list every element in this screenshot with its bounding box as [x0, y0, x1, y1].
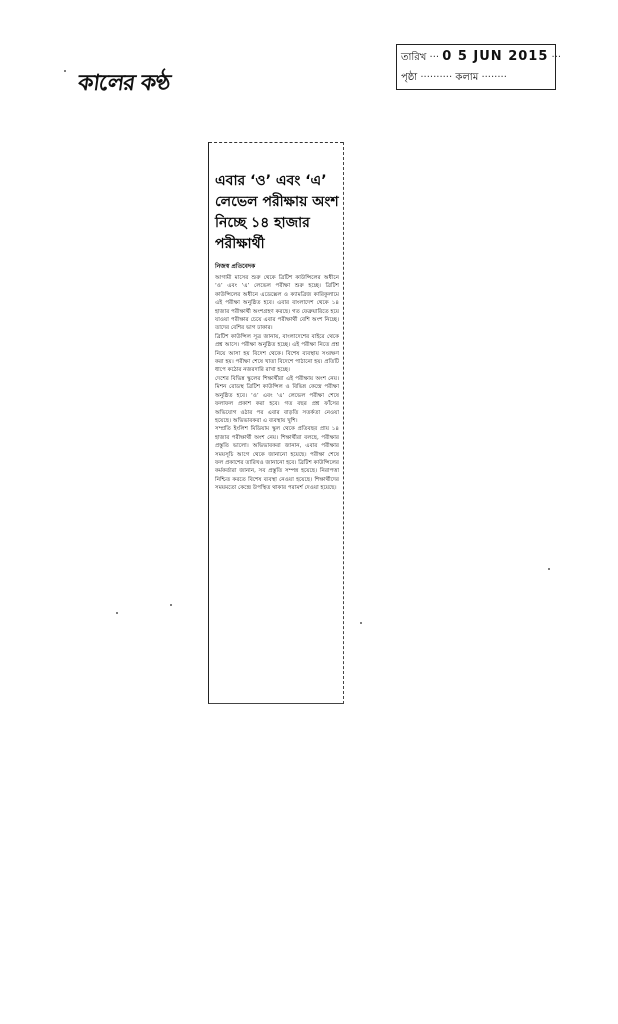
scan-speck [170, 604, 172, 606]
article-body: আগামী মাসের শুরু থেকে ব্রিটিশ কাউন্সিলের অধীনে ‘ও’ এবং ‘এ’ লেভেল পরীক্ষা শুরু হচ্ছে। ব্রিটিশ কাউন্সিলের অধীনে এডেক্সেল ও ক্যামব্রিজ কারিকুলামে এই পরীক্ষা অনুষ্ঠিত হবে। এবার বাংলাদেশ থেকে ১৪ হাজার পরীক্ষার্থী অংশগ্রহণ করছে। গত ফেব্রুয়ারিতে হয়ে যাওয়া পরীক্ষার চেয়ে এবার পরীক্ষার্থী বেশি অংশ নিচ্ছে। তাদের বেশির ভাগ ঢাকার। ব্রিটিশ কাউন্সিল সূত্র জানায়, বাংলাদেশের বাইরে থেকে প্রশ্ন আসে। পরীক্ষা অনুষ্ঠিত হচ্ছে। এই পরীক্ষা নিতে প্রশ্ন নিয়ে আসা হয় বিদেশ থেকে। বিশেষ ব্যবস্থায় সংরক্ষণ করা হয়। পরীক্ষা শেষে খাতা বিদেশে পাঠানো হয়। প্রতিটি ধাপে কঠোর নজরদারি রাখা হচ্ছে। দেশের বিভিন্ন স্কুলের শিক্ষার্থীরা এই পরীক্ষায় অংশ নেয়। মিশন রোডস্থ ব্রিটিশ কাউন্সিল ও বিভিন্ন কেন্দ্রে পরীক্ষা অনুষ্ঠিত হবে। ‘ও’ এবং ‘এ’ লেভেল পরীক্ষা শেষে ফলাফল প্রকাশ করা হবে। গত বছর প্রশ্ন ফাঁসের অভিযোগ ওঠার পর এবার বাড়তি সতর্কতা নেওয়া হয়েছে। অভিভাবকরা এ ব্যবস্থায় খুশি। সম্প্রতি ইংলিশ মিডিয়াম স্কুল থেকে প্রতিবছর প্রায় ১৪ হাজার পরীক্ষার্থী অংশ নেয়। শিক্ষার্থীরা বলছে, পরীক্ষার প্রস্তুতি ভালো। অভিভাবকরা জানান, এবার পরীক্ষার সময়সূচি আগে থেকে জানানো হয়েছে। পরীক্ষা শেষে ফল প্রকাশের তারিখও জানানো হবে। ব্রিটিশ কাউন্সিলের কর্মকর্তারা জানান, সব প্রস্তুতি সম্পন্ন হয়েছে। নিরাপত্তা নিশ্চিত করতে বিশেষ ব্যবস্থা নেওয়া হয়েছে। শিক্ষার্থীদের সময়মতো কেন্দ্রে উপস্থিত থাকার পরামর্শ দেওয়া হয়েছে। [215, 275, 339, 492]
scan-speck [548, 568, 550, 570]
scan-speck [64, 70, 66, 72]
stamp-date-row: তারিখ ··· 0 5 JUN 2015 ··· [401, 49, 562, 64]
article-clipping [208, 142, 344, 704]
date-stamp [396, 44, 562, 90]
stamp-page-label: পৃষ্ঠা [401, 72, 418, 83]
scan-speck [116, 612, 118, 614]
article-headline: এবার ‘ও’ এবং ‘এ’ লেভেল পরীক্ষায় অংশ নিচ্ছে ১৪ হাজার পরীক্ষার্থী [215, 173, 339, 252]
scan-speck [360, 622, 362, 624]
newspaper-masthead: কালের কণ্ঠ [76, 70, 172, 96]
clipping-cut-edge [209, 142, 343, 167]
stamp-page-row: পৃষ্ঠা ·········· কলাম ········ [401, 72, 507, 83]
stamp-column-label: কলাম [455, 72, 479, 83]
stamp-date-value: 0 5 JUN 2015 [442, 49, 549, 64]
article-byline: নিজস্ব প্রতিবেদক [215, 263, 256, 270]
stamp-date-label: তারিখ [401, 52, 427, 63]
